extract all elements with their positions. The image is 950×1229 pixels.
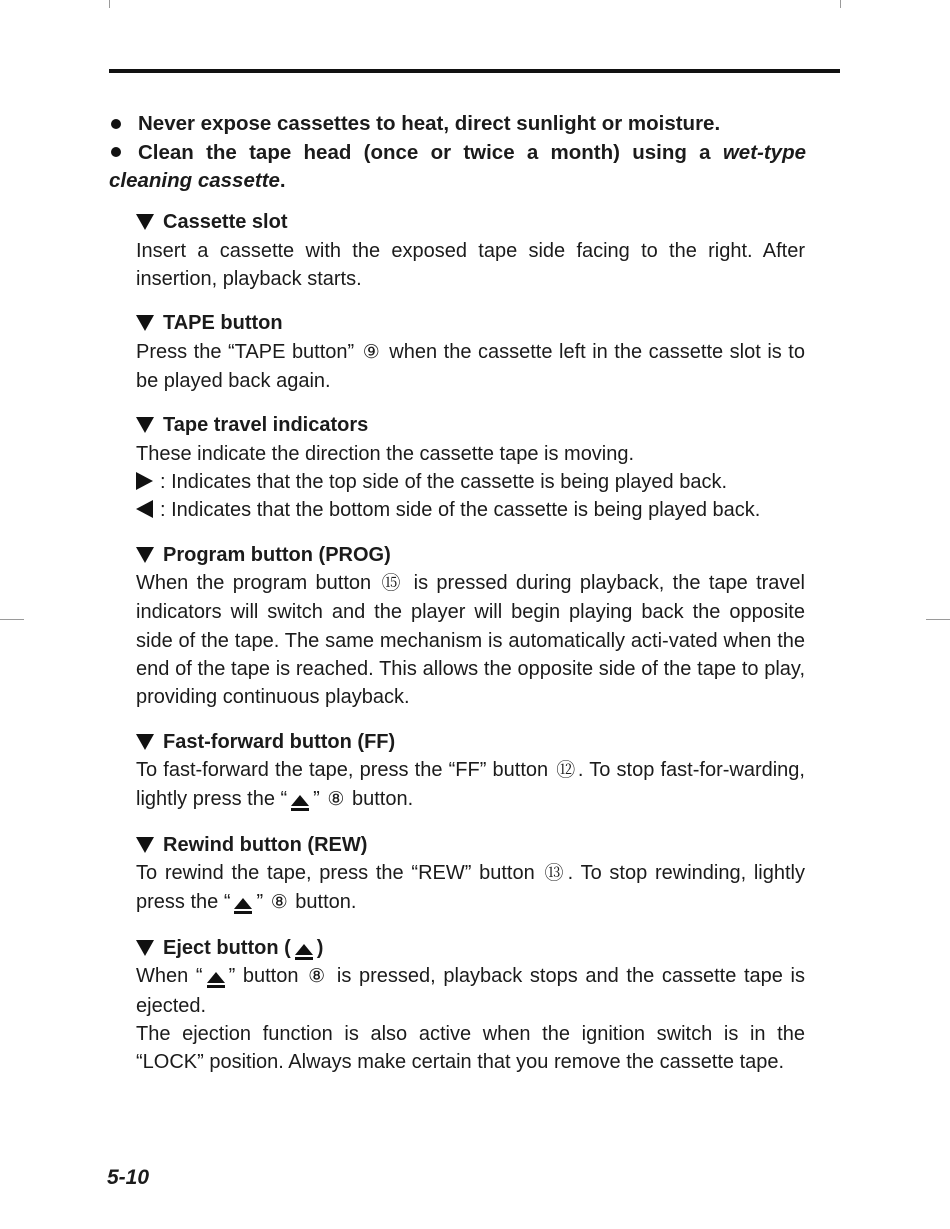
section-body [136, 569, 805, 711]
triangle-down-icon [136, 417, 154, 433]
section-heading [136, 934, 805, 963]
section-heading-text: ) [316, 936, 324, 959]
section-body [136, 338, 805, 396]
section-body: Insert a cassette with the exposed tape side facing to the right. After insertion, playback starts. [136, 239, 805, 290]
play-right-icon [136, 472, 153, 490]
bullet-clean [109, 139, 806, 196]
triangle-down-icon [136, 940, 154, 956]
section-heading [136, 208, 805, 237]
section-heading [136, 309, 805, 338]
indicator-right-line [136, 468, 805, 496]
section-heading-text: Eject button ( [163, 936, 291, 959]
bullet-dot-icon [111, 119, 121, 129]
crop-mark-mid-right [926, 619, 950, 620]
section-heading-text: TAPE button [163, 312, 283, 335]
section-rewind [136, 831, 805, 918]
circled-ref: ⑧ [327, 789, 345, 811]
circled-ref: ⑬ [544, 863, 566, 885]
header-rule [109, 69, 840, 73]
crop-mark-mid-left [0, 619, 24, 620]
body-text: : Indicates that the bottom side of the cassette is being played back. [160, 499, 761, 522]
warning-bullets [109, 110, 806, 196]
crop-mark-top-right [840, 0, 841, 8]
section-body [136, 756, 805, 815]
eject-icon [207, 972, 225, 988]
bullet-text: Never expose cassettes to heat, direct sunlight or moisture. [138, 112, 721, 135]
body-text: When the program button [136, 572, 380, 595]
body-text: To rewind the tape, press the “REW” button [136, 862, 543, 885]
section-heading-text: Fast-forward button (FF) [163, 730, 396, 753]
triangle-down-icon [136, 734, 154, 750]
section-fast-forward [136, 728, 805, 815]
body-text: . To stop fast-for-warding, lightly press the “ [136, 759, 805, 811]
triangle-down-icon [136, 315, 154, 331]
triangle-down-icon [136, 837, 154, 853]
section-program [136, 541, 805, 712]
section-body: These indicate the direction the cassette tape is moving. [136, 442, 635, 465]
section-body-second: The ejection function is also active when the ignition switch is in the “LOCK” position. Always make certain that you remove the cassette tape. [136, 1022, 805, 1074]
eject-icon [295, 944, 313, 960]
triangle-down-icon [136, 547, 154, 563]
section-heading-text: Tape travel indicators [163, 414, 369, 437]
circled-ref: ⑫ [556, 760, 576, 782]
circled-ref: ⑨ [362, 341, 381, 363]
bullet-text: Clean the tape head (once or twice a month) using a [138, 140, 723, 164]
body-text: . To stop rewinding, lightly press the “ [136, 862, 805, 914]
section-eject [136, 934, 805, 1077]
bullet-heat [109, 110, 806, 139]
body-text: ” [256, 891, 269, 914]
section-body [136, 962, 805, 1020]
eject-icon [234, 898, 252, 914]
section-heading-text: Rewind button (REW) [163, 833, 368, 856]
body-text: : Indicates that the top side of the cassette is being played back. [160, 470, 728, 493]
body-text: To fast-forward the tape, press the “FF” button [136, 759, 555, 782]
play-left-icon [136, 500, 153, 518]
body-text: when the cassette left in the cassette slot is to be played back again. [136, 340, 805, 392]
circled-ref: ⑧ [308, 966, 328, 988]
body-text: button. [346, 788, 414, 811]
body-text: ” button [228, 965, 307, 988]
body-text: When “ [136, 965, 203, 988]
body-text: is pressed during playback, the tape travel indicators will switch and the player will begin playing back the opposite side of the tape. The same mechanism is automatically acti-vated when the end of the tape is reached. This allows the opposite side of the tape to play, providing continuous playback. [136, 572, 805, 709]
body-text: button. [289, 891, 357, 914]
section-cassette-slot [136, 208, 805, 293]
section-heading [136, 411, 805, 440]
eject-icon [291, 795, 309, 811]
section-heading [136, 831, 805, 860]
triangle-down-icon [136, 214, 154, 230]
sections [136, 208, 805, 1092]
section-tape-button [136, 309, 805, 395]
section-body [136, 859, 805, 918]
page-number: 5-10 [107, 1166, 150, 1189]
body-text: Press the “TAPE button” [136, 340, 361, 363]
section-heading-text: Cassette slot [163, 211, 288, 233]
circled-ref: ⑧ [270, 892, 288, 914]
indicator-left-line [136, 496, 805, 524]
section-heading [136, 541, 805, 570]
body-text: is pressed, playback stops and the cassette tape is ejected. [136, 965, 805, 1017]
bullet-emphasis: wet-type cleaning cassette [109, 140, 806, 192]
section-tape-travel [136, 411, 805, 524]
bullet-text-end: . [279, 169, 286, 192]
section-heading [136, 728, 805, 757]
crop-mark-top-left [109, 0, 110, 8]
circled-ref: ⑮ [381, 573, 404, 595]
body-text: ” [313, 788, 326, 811]
bullet-dot-icon [111, 147, 121, 157]
section-heading-text: Program button (PROG) [163, 543, 391, 566]
